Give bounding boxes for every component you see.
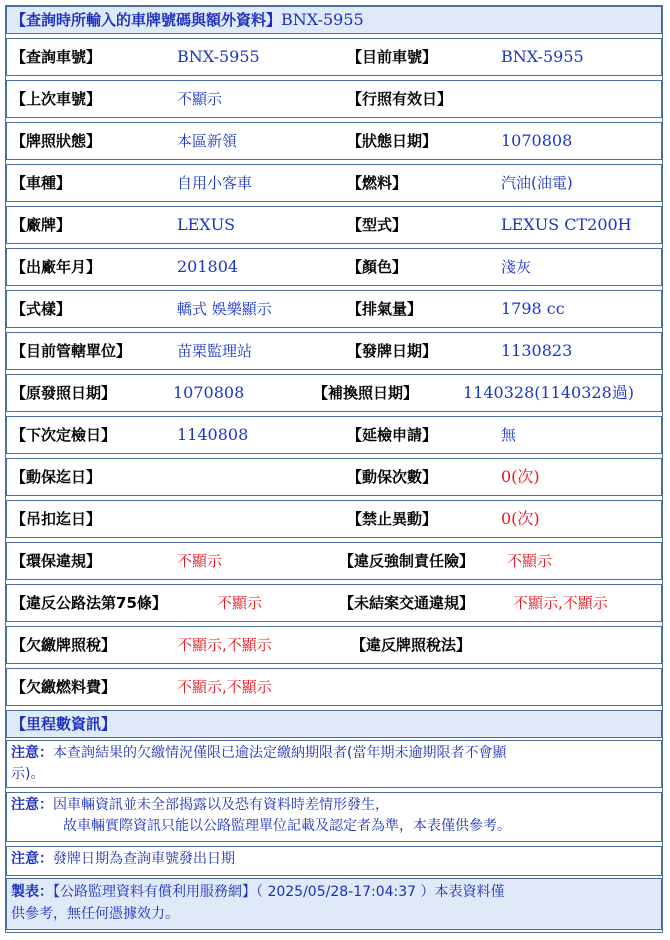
field-label: 【行照有效日】 <box>347 90 453 108</box>
field-value: 不顯示,不顯示 <box>177 678 272 696</box>
field-value: 1070808 <box>501 131 573 150</box>
field-value: BNX-5955 <box>501 47 584 66</box>
table-row <box>6 626 662 664</box>
note-2-text: 因車輛資訊並未全部揭露以及恐有資料時差情形發生， <box>53 797 389 813</box>
field-label: 【顏色】 <box>347 258 408 276</box>
field-label: 【違反強制責任險】 <box>339 552 475 570</box>
note-3 <box>6 846 662 876</box>
field-label: 【牌照狀態】 <box>11 132 102 150</box>
field-value: LEXUS <box>177 215 236 234</box>
footer-head: 製表： <box>11 884 53 900</box>
field-value: 1140328(1140328過) <box>463 383 635 402</box>
field-value: 不顯示 <box>217 594 263 612</box>
field-label: 【型式】 <box>347 216 408 234</box>
note-2 <box>6 792 662 842</box>
table-row <box>6 458 662 496</box>
field-label: 【未結案交通違規】 <box>339 594 475 612</box>
field-label: 【環保違規】 <box>11 552 102 570</box>
table-row <box>6 206 662 244</box>
table-row <box>6 290 662 328</box>
field-value: 苗栗監理站 <box>177 342 253 360</box>
table-row <box>6 374 662 412</box>
table-row <box>6 164 662 202</box>
field-value: 1130823 <box>501 341 573 360</box>
field-value: BNX-5955 <box>177 47 260 66</box>
field-value: 不顯示,不顯示 <box>513 594 608 612</box>
field-value: 0(次) <box>501 467 540 486</box>
field-value: 1798 cc <box>501 299 565 318</box>
mileage-title: 【里程數資訊】 <box>11 715 117 733</box>
field-label: 【欠繳牌照稅】 <box>11 636 117 654</box>
field-label: 【禁止異動】 <box>347 510 438 528</box>
note-1-text: 本查詢結果的欠繳情況僅限已逾法定繳納期限者(當年期未逾期限者不會顯 <box>53 745 507 761</box>
field-label: 【式樣】 <box>11 300 72 318</box>
field-value: LEXUS CT200H <box>501 215 632 234</box>
report-title-text: 【查詢時所輸入的車牌號碼與額外資料】 <box>11 11 282 29</box>
table-row <box>6 500 662 538</box>
field-value: 淺灰 <box>501 258 532 276</box>
report-title-plate: BNX-5955 <box>281 10 364 29</box>
field-label: 【狀態日期】 <box>347 132 438 150</box>
field-value: 汽油(油電) <box>501 174 573 192</box>
note-3-head: 注意： <box>11 851 53 867</box>
table-row <box>6 80 662 118</box>
table-row <box>6 542 662 580</box>
note-2-text2: 故車輛實際資訊只能以公路監理單位記載及認定者為準，本表僅供參考。 <box>63 818 511 834</box>
footer-bar <box>6 878 662 930</box>
field-label: 【目前車號】 <box>347 48 438 66</box>
note-3-text: 發牌日期為查詢車號發出日期 <box>53 851 235 867</box>
field-value: 1140808 <box>177 425 249 444</box>
note-1-head: 注意： <box>11 745 53 761</box>
field-label: 【延檢申請】 <box>347 426 438 444</box>
field-label: 【車種】 <box>11 174 72 192</box>
field-label: 【查詢車號】 <box>11 48 102 66</box>
field-label: 【違反公路法第75條】 <box>11 594 167 612</box>
field-value: 自用小客車 <box>177 174 253 192</box>
field-label: 【排氣量】 <box>347 300 423 318</box>
field-label: 【發牌日期】 <box>347 342 438 360</box>
field-label: 【動保次數】 <box>347 468 438 486</box>
table-row <box>6 122 662 160</box>
note-2-head: 注意： <box>11 797 53 813</box>
header-bar <box>6 6 662 34</box>
field-label: 【燃料】 <box>347 174 408 192</box>
field-label: 【吊扣迄日】 <box>11 510 102 528</box>
field-label: 【目前管轄單位】 <box>11 342 132 360</box>
note-1-text2: 示)。 <box>11 766 45 782</box>
field-value: 不顯示 <box>177 552 223 570</box>
field-value: 201804 <box>177 257 239 276</box>
field-value: 不顯示 <box>177 90 223 108</box>
table-row <box>6 248 662 286</box>
footer-text2: 供參考，無任何憑據效力。 <box>11 906 179 922</box>
table-row <box>6 332 662 370</box>
field-label: 【原發照日期】 <box>11 384 117 402</box>
table-row <box>6 38 662 76</box>
table-row <box>6 668 662 706</box>
note-1 <box>6 740 662 788</box>
table-row <box>6 584 662 622</box>
field-label: 【補換照日期】 <box>313 384 419 402</box>
report-title <box>11 7 364 33</box>
field-label: 【欠繳燃料費】 <box>11 678 117 696</box>
field-value: 0(次) <box>501 509 540 528</box>
field-value: 不顯示,不顯示 <box>177 636 272 654</box>
field-value: 無 <box>501 426 517 444</box>
field-value: 不顯示 <box>507 552 553 570</box>
field-value: 本區新領 <box>177 132 238 150</box>
field-label: 【出廠年月】 <box>11 258 102 276</box>
field-value: 1070808 <box>173 383 245 402</box>
field-label: 【動保迄日】 <box>11 468 102 486</box>
field-label: 【違反牌照稅法】 <box>351 636 472 654</box>
field-value: 轎式 娛樂顯示 <box>177 300 272 318</box>
field-label: 【廠牌】 <box>11 216 72 234</box>
field-label: 【上次車號】 <box>11 90 102 108</box>
mileage-bar <box>6 710 662 738</box>
table-row <box>6 416 662 454</box>
field-label: 【下次定檢日】 <box>11 426 117 444</box>
footer-text: 【公路監理資料有償利用服務網】（ 2025/05/28-17:04:37 ）本表資料僅 <box>53 884 505 900</box>
